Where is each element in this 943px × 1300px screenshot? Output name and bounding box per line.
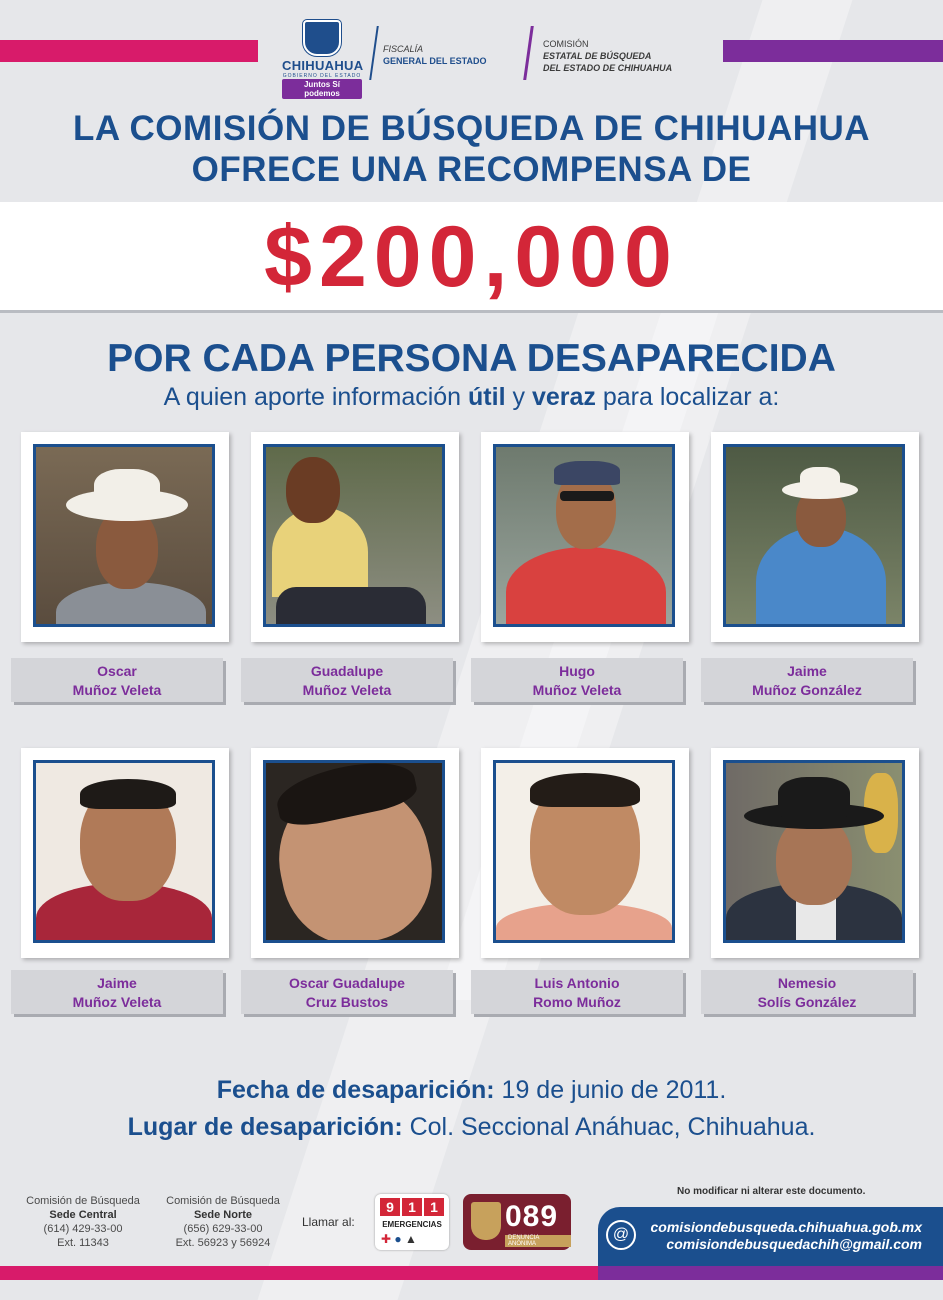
- shield-icon: [471, 1202, 501, 1240]
- headline-line1: LA COMISIÓN DE BÚSQUEDA DE CHIHUAHUA: [72, 109, 871, 148]
- photo-frame: [251, 748, 459, 958]
- person-last-name: Cruz Bustos: [305, 994, 389, 1010]
- contact-sede: Sede Central: [49, 1209, 117, 1221]
- photo-frame: [21, 432, 229, 642]
- person-name-box: [11, 658, 223, 702]
- chihuahua-logo: [282, 20, 362, 101]
- logo-tagline: Juntos Sí podemos: [282, 79, 362, 99]
- person-first-name: Jaime: [787, 663, 827, 679]
- contact-ext: Ext. 11343: [57, 1237, 109, 1249]
- digit-1: 1: [424, 1198, 444, 1216]
- comision-line1: COMISIÓN: [543, 39, 589, 49]
- fiscalia-line2: GENERAL DEL ESTADO: [383, 56, 487, 66]
- person-name-box: [241, 658, 453, 702]
- denuncia-089-badge[interactable]: [463, 1194, 571, 1250]
- logo-name: CHIHUAHUA: [282, 58, 364, 73]
- person-name-box: [11, 970, 223, 1014]
- contact-line: Comisión de Búsqueda: [166, 1195, 280, 1207]
- subtitle-part: A quien aporte información: [163, 383, 469, 411]
- contact-web-bar: [598, 1207, 943, 1267]
- header-divider: [369, 26, 379, 80]
- email-link[interactable]: comisiondebusquedachih@gmail.com: [666, 1236, 922, 1252]
- contact-phone[interactable]: (614) 429-33-00: [43, 1223, 123, 1235]
- no-modificar-notice: No modificar ni alterar este documento.: [677, 1186, 866, 1197]
- emergency-911-badge[interactable]: [375, 1194, 449, 1250]
- photo-frame: [481, 748, 689, 958]
- person-photo: [263, 444, 445, 627]
- footer-bar-left: [0, 1266, 598, 1280]
- person-first-name: Luis Antonio: [534, 975, 620, 991]
- fecha-label: Fecha de desaparición:: [216, 1076, 495, 1104]
- person-first-name: Jaime: [97, 975, 137, 991]
- globe-icon: @: [606, 1220, 636, 1250]
- contact-sede-norte: [154, 1194, 292, 1250]
- badge-911-digits: [380, 1198, 444, 1216]
- headline: [0, 108, 943, 190]
- person-first-name: Oscar Guadalupe: [289, 975, 405, 991]
- header-divider: [523, 26, 534, 80]
- person-photo: [493, 444, 675, 627]
- person-last-name: Muñoz Veleta: [532, 682, 622, 698]
- fiscalia-line1: FISCALÍA: [383, 44, 424, 54]
- headline-line2: OFRECE UNA RECOMPENSA DE: [191, 150, 752, 189]
- subtitle-veraz: veraz: [531, 383, 596, 411]
- person-name-box: [701, 658, 913, 702]
- contact-sede: Sede Norte: [193, 1209, 253, 1221]
- person-last-name: Muñoz González: [752, 682, 862, 698]
- person-name-box: [471, 970, 683, 1014]
- comision-line2: ESTATAL DE BÚSQUEDA: [543, 51, 652, 61]
- contact-line: Comisión de Búsqueda: [26, 1195, 140, 1207]
- person-photo: [33, 444, 215, 627]
- person-last-name: Romo Muñoz: [533, 994, 621, 1010]
- comision-label: [543, 38, 672, 74]
- contact-phone[interactable]: (656) 629-33-00: [183, 1223, 263, 1235]
- subtitle-util: útil: [468, 383, 506, 411]
- badge-089-number: 089: [505, 1200, 559, 1233]
- photo-frame: [481, 432, 689, 642]
- person-name-box: [241, 970, 453, 1014]
- subtitle-part: para localizar a:: [595, 383, 780, 411]
- person-first-name: Oscar: [97, 663, 137, 679]
- person-last-name: Muñoz Veleta: [72, 994, 162, 1010]
- person-photo: [33, 760, 215, 943]
- contact-web-text: [640, 1219, 922, 1253]
- llamar-label: Llamar al:: [302, 1215, 355, 1229]
- photo-frame: [251, 432, 459, 642]
- contact-sede-central: [14, 1194, 152, 1250]
- person-name-box: [471, 658, 683, 702]
- person-last-name: Muñoz Veleta: [72, 682, 162, 698]
- person-first-name: Guadalupe: [310, 663, 384, 679]
- person-first-name: Nemesio: [777, 975, 837, 991]
- shield-icon: [303, 20, 341, 56]
- lugar-label: Lugar de desaparición:: [127, 1113, 403, 1141]
- person-first-name: Hugo: [559, 663, 595, 679]
- header-bar-left: [0, 40, 258, 62]
- lugar-value: Col. Seccional Anáhuac, Chihuahua.: [402, 1113, 816, 1141]
- person-name-box: [701, 970, 913, 1014]
- photo-frame: [711, 748, 919, 958]
- reward-amount: $200,000: [264, 209, 679, 305]
- fiscalia-label: [383, 43, 487, 67]
- per-person-title: POR CADA PERSONA DESAPARECIDA: [107, 337, 836, 380]
- person-last-name: Muñoz Veleta: [302, 682, 392, 698]
- emergency-cross-icon: ✚ ● ▲: [381, 1232, 417, 1246]
- badge-911-label: EMERGENCIAS: [382, 1220, 442, 1229]
- digit-1: 1: [402, 1198, 422, 1216]
- contact-ext: Ext. 56923 y 56924: [175, 1237, 271, 1249]
- person-photo: [493, 760, 675, 943]
- digit-9: 9: [380, 1198, 400, 1216]
- person-photo: [723, 760, 905, 943]
- badge-089-label: DENUNCIA ANÓNIMA: [505, 1235, 571, 1247]
- comision-line3: DEL ESTADO DE CHIHUAHUA: [543, 63, 673, 73]
- lugar-desaparicion: [0, 1110, 943, 1144]
- photo-frame: [711, 432, 919, 642]
- person-photo: [263, 760, 445, 943]
- subtitle-part: y: [505, 383, 532, 411]
- photo-frame: [21, 748, 229, 958]
- fecha-desaparicion: [0, 1073, 943, 1107]
- website-link[interactable]: comisiondebusqueda.chihuahua.gob.mx: [650, 1219, 922, 1235]
- header-bar-right: [723, 40, 943, 62]
- footer-bar-right: [598, 1266, 943, 1280]
- person-photo: [723, 444, 905, 627]
- logo-subtitle: GOBIERNO DEL ESTADO: [282, 73, 362, 79]
- person-last-name: Solís González: [757, 994, 857, 1010]
- subtitle: [0, 380, 943, 414]
- fecha-value: 19 de junio de 2011.: [494, 1076, 727, 1104]
